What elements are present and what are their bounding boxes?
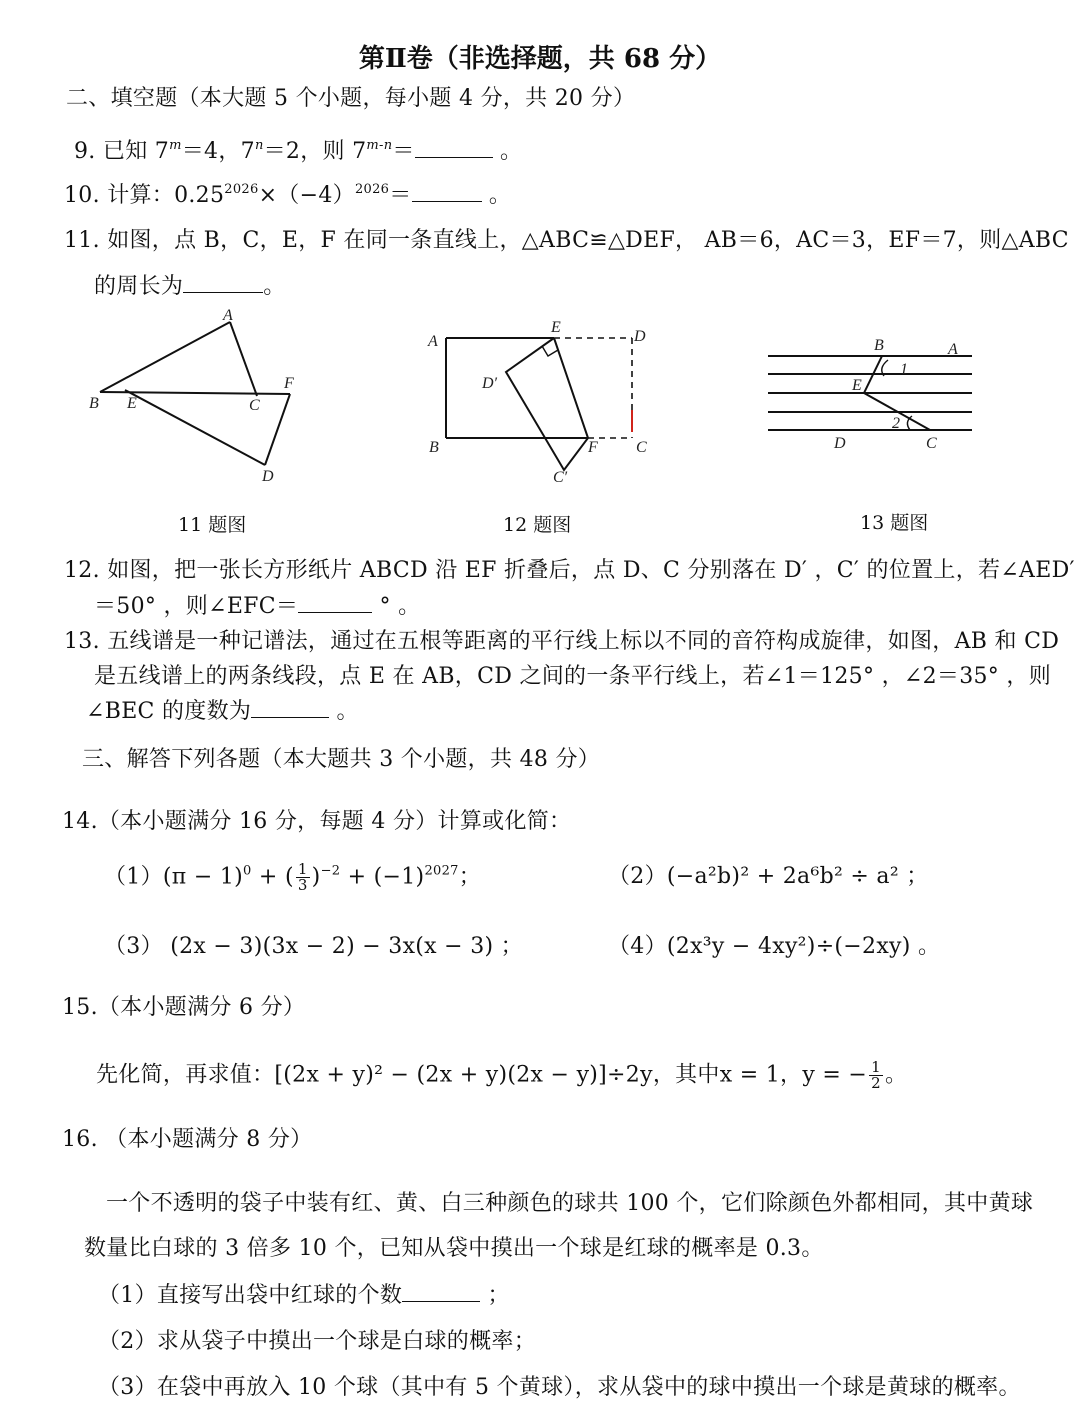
q9-end: 。 [500,139,523,164]
q15-denominator: 2 [871,1074,881,1092]
q15-end: 。 [884,1062,908,1088]
q13-text-line-3: ∠BEC 的度数为 [86,699,252,724]
fig12-label-f: F [588,439,598,456]
q11-answer-blank[interactable] [183,274,263,293]
q14-p1-d: + (−1) [340,864,425,890]
q12-text-line-1: 如图，把一张长方形纸片 ABCD 沿 EF 折叠后，点 D、C 分别落在 D′ ，C′ 的位置上，若∠AED′ [107,558,1075,583]
q10-exp-1: 2026 [224,182,259,197]
fig12-label-b: B [429,439,439,456]
question-15-header: 15.（本小题满分 6 分） [62,995,306,1020]
figure-13-caption: 13 题图 [860,512,929,534]
figure-12-folded-rectangle [420,310,660,490]
q14-p1-exp0: 0 [243,863,252,879]
q9-text-a: 已知 7 [102,139,170,164]
fig12-label-d: D [634,328,646,345]
q14-p1-exp2: −2 [320,863,341,879]
question-16-part-3: （3）在袋中再放入 10 个球（其中有 5 个黄球），求从袋中的球中摸出一个球是黄球的概率。 [98,1375,1021,1400]
question-12-line-2 [94,592,420,622]
q16-p1-end: ； [487,1283,510,1308]
q12-end: ° 。 [379,594,421,619]
question-15-body [96,1060,907,1091]
section-2-heading: 二、填空题（本大题 5 个小题，每小题 4 分，共 20 分） [66,86,636,111]
q9-number: 9. [74,139,96,164]
q9-answer-blank[interactable] [415,139,493,158]
q12-answer-blank[interactable] [298,594,372,613]
fig13-label-d: D [834,435,846,452]
question-16-body-line-1: 一个不透明的袋子中装有红、黄、白三种颜色的球共 100 个，它们除颜色外都相同，其中黄球 [106,1191,1034,1216]
fig12-label-e: E [551,319,561,336]
fig12-label-d-prime: D′ [482,375,498,392]
q11-end: 。 [263,274,286,299]
q15-numerator: 1 [871,1058,881,1076]
q13-answer-blank[interactable] [251,699,329,718]
q16-p1-text: （1）直接写出袋中红球的个数 [98,1283,403,1308]
section-3-heading: 三、解答下列各题（本大题共 3 个小题，共 48 分） [82,747,601,772]
q9-exp-mn: m-n [366,138,393,153]
q15-fraction [869,1060,883,1091]
question-12-line-1 [64,556,1075,586]
q9-text-c: ＝2，则 7 [263,139,367,164]
q10-number: 10. [64,183,100,208]
fig13-label-b: B [874,337,884,354]
q13-text-line-1: 五线谱是一种记谱法，通过在五根等距离的平行线上标以不同的音符构成旋律，如图，AB 和 CD [107,629,1060,654]
q12-number: 12. [64,558,100,583]
question-9 [74,137,522,167]
question-13-line-2: 是五线谱上的两条线段，点 E 在 AB，CD 之间的一条平行线上，若∠1＝125° ，∠2＝35° ，则 [94,664,1051,689]
q14-p1-a: （1）(π − 1) [104,864,244,890]
question-10 [64,181,511,211]
question-16-header: 16. （本小题满分 8 分） [62,1127,313,1152]
q16-answer-blank[interactable] [402,1283,480,1302]
question-14-part-3: （3） (2x − 3)(3x − 2) − 3x(x − 3) ； [104,934,523,959]
question-13-line-1 [64,627,1059,657]
q9-exp-m: m [169,138,182,153]
question-14-part-4: （4）(2x³y − 4xy²)÷(−2xy) 。 [608,934,941,959]
q10-text-b: ×（−4） [258,183,355,208]
fig11-segment-ba [100,322,230,392]
fig11-label-a: A [223,307,233,324]
q9-exp-n: n [254,138,264,153]
fig13-label-e: E [852,377,862,394]
q10-text-a: 计算：0.25 [107,183,225,208]
question-14-part-1 [104,862,481,893]
q11-text-line-1: 如图，点 B，C，E，F 在同一条直线上，△ABC≌△DEF， AB＝6，AC＝3，EF＝7，则△ABC [107,228,1069,253]
fig13-label-c: C [926,435,937,452]
fig12-folded-part [506,338,588,470]
q13-end: 。 [336,699,359,724]
q9-text-d: ＝ [392,139,415,164]
q14-p1-denominator: 3 [297,876,308,894]
fig13-label-1: 1 [900,361,908,378]
q14-p1-exp3: 2027 [424,863,459,879]
fig11-label-b: B [89,395,99,412]
figure-13-staff-lines [760,330,985,460]
fig13-label-a: A [948,341,958,358]
q14-p1-c: ) [311,864,321,890]
q15-text: 先化简，再求值：[(2x + y)² − (2x + y)(2x − y)]÷2y，其中x = 1，y = − [96,1062,868,1088]
question-16-body-line-2: 数量比白球的 3 倍多 10 个，已知从袋中摸出一个球是红球的概率是 0.3。 [84,1236,824,1261]
fig12-label-c-prime: C′ [553,469,568,486]
question-16-part-1 [98,1281,510,1311]
fig11-label-f: F [284,375,294,392]
fig11-label-e: E [127,395,137,412]
question-11-line-1 [64,226,1069,256]
fig11-label-d: D [262,468,274,485]
figure-12-caption: 12 题图 [503,514,572,536]
q10-text-c: ＝ [389,183,412,208]
q10-answer-blank[interactable] [412,183,482,202]
q13-number: 13. [64,629,100,654]
fig12-label-a: A [428,333,438,350]
fig12-label-c: C [636,439,647,456]
fig13-label-2: 2 [892,415,900,432]
figure-11-triangles [85,300,315,490]
q14-p1-end: ； [458,864,482,890]
q14-p1-b: + ( [251,864,294,890]
q10-end: 。 [488,183,512,208]
fig11-segment-df [265,394,290,465]
fig12-right-angle [542,346,558,356]
question-11-line-2 [94,272,286,302]
question-13-line-3 [86,697,359,727]
question-14-header: 14.（本小题满分 16 分，每题 4 分）计算或化简： [62,809,572,834]
q11-text-line-2: 的周长为 [94,274,184,299]
fig11-segment-ac [230,322,257,396]
q14-p1-numerator: 1 [297,860,308,878]
q11-number: 11. [64,228,100,253]
q14-p1-fraction [296,862,310,893]
q12-text-line-2: ＝50° ，则∠EFC＝ [94,594,299,619]
fig11-label-c: C [249,397,260,414]
page-title: 第Ⅱ卷（非选择题，共 68 分） [358,44,722,74]
q9-text-b: ＝4，7 [181,139,255,164]
q10-exp-2: 2026 [354,182,390,197]
question-16-part-2: （2）求从袋子中摸出一个球是白球的概率； [98,1329,536,1354]
question-14-part-2: （2）(−a²b)² + 2a⁶b² ÷ a² ； [608,864,929,889]
fig11-segment-ed [125,390,265,465]
figure-11-caption: 11 题图 [178,514,247,536]
